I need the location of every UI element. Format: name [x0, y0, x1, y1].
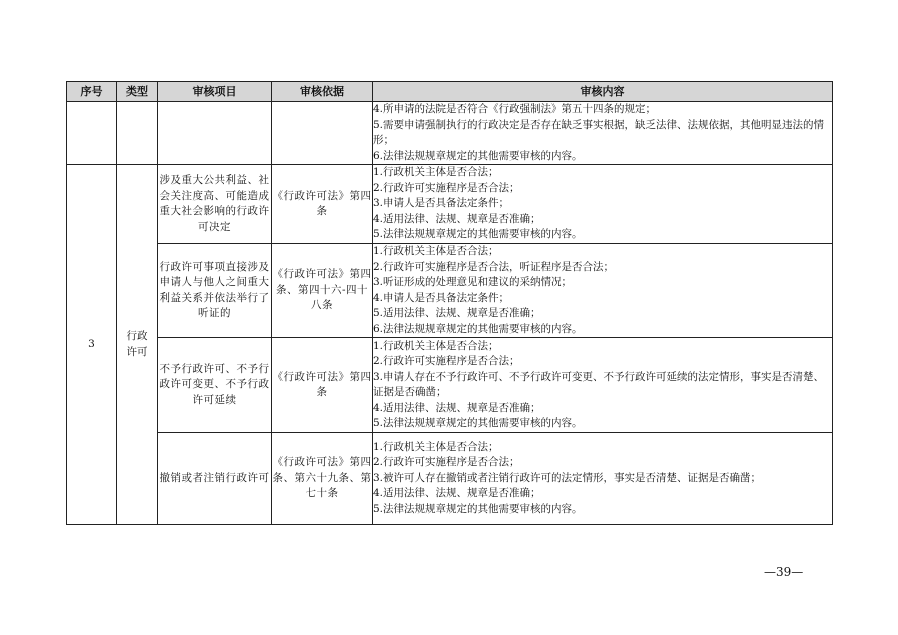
content-line: 1.行政机关主体是否合法； [373, 245, 499, 257]
table-row [67, 165, 833, 244]
item-cell: 不予行政许可、不予行政许可变更、不予行政许可延续 [158, 338, 272, 433]
header-number: 序号 [67, 82, 117, 102]
review-table [66, 81, 833, 525]
content-line: 4.适用法律、法规、规章是否准确； [373, 487, 541, 500]
content-line: 4.所申请的法院是否符合《行政强制法》第五十四条的规定； [373, 103, 657, 115]
header-review-content: 审核内容 [373, 82, 833, 102]
content-line: 2.行政许可实施程序是否合法，听证程序是否合法； [373, 260, 615, 273]
table-row [67, 244, 833, 338]
content-line: 6.法律法规规章规定的其他需要审核的内容。 [373, 322, 583, 335]
content-line: 5.法律法规规章规定的其他需要审核的内容。 [373, 417, 583, 429]
content-line: 4.适用法律、法规、规章是否准确； [373, 401, 541, 414]
item-cell: 行政许可事项直接涉及申请人与他人之间重大利益关系并依法举行了听证的 [158, 244, 272, 338]
type-cell [117, 165, 158, 525]
table-row [67, 338, 833, 433]
item-cell: 撤销或者注销行政许可 [158, 433, 272, 525]
content-line: 1.行政机关主体是否合法； [373, 166, 499, 179]
number-cell: 3 [67, 165, 117, 525]
content-line: 1.行政机关主体是否合法； [373, 440, 499, 453]
basis-cell: 《行政许可法》第四条 [272, 165, 373, 244]
content-line: 3.申请人是否具备法定条件； [373, 197, 510, 210]
number-cell [67, 102, 117, 165]
item-cell [158, 102, 272, 165]
content-line: 4.申请人是否具备法定条件； [373, 291, 510, 304]
type-cell [117, 102, 158, 165]
content-cell [373, 102, 833, 165]
content-line: 1.行政机关主体是否合法； [373, 339, 499, 352]
content-line: 3.听证形成的处理意见和建议的采纳情况； [373, 276, 573, 288]
header-review-basis: 审核依据 [272, 82, 373, 102]
table-row [67, 102, 833, 165]
item-cell: 涉及重大公共利益、社会关注度高、可能造成重大社会影响的行政许可决定 [158, 165, 272, 244]
basis-cell: 《行政许可法》第四条、第六十九条、第七十条 [272, 433, 373, 525]
content-cell [373, 338, 833, 433]
content-line: 2.行政许可实施程序是否合法； [373, 355, 520, 367]
content-line: 5.适用法律、法规、规章是否准确； [373, 307, 541, 319]
content-line: 5.需要申请强制执行的行政决定是否存在缺乏事实根据，缺乏法律、法规依据，其他明显违法的情形； [373, 118, 825, 146]
content-line: 2.行政许可实施程序是否合法； [373, 456, 520, 469]
table-row [67, 433, 833, 525]
header-review-item: 审核项目 [158, 82, 272, 102]
content-line: 4.适用法律、法规、规章是否准确； [373, 212, 541, 225]
type-label: 行政许可 [126, 330, 148, 358]
content-cell [373, 433, 833, 525]
page-number: —39— [764, 565, 804, 579]
content-line: 2.行政许可实施程序是否合法； [373, 181, 520, 194]
content-cell [373, 244, 833, 338]
basis-cell [272, 102, 373, 165]
content-cell [373, 165, 833, 244]
content-line: 6.法律法规规章规定的其他需要审核的内容。 [373, 149, 583, 162]
content-line: 5.法律法规规章规定的其他需要审核的内容。 [373, 228, 583, 241]
content-line: 5.法律法规规章规定的其他需要审核的内容。 [373, 502, 583, 515]
content-line: 3.被许可人存在撤销或者注销行政许可的法定情形，事实是否清楚、证据是否确凿； [373, 471, 762, 484]
basis-cell: 《行政许可法》第四条 [272, 338, 373, 433]
table-header-row [67, 82, 833, 102]
basis-cell: 《行政许可法》第四条、第四十六-四十八条 [272, 244, 373, 338]
header-type: 类型 [117, 82, 158, 102]
content-line: 3.申请人存在不予行政许可、不予行政许可变更、不予行政许可延续的法定情形，事实是否清楚、证据是否确凿； [373, 370, 825, 398]
